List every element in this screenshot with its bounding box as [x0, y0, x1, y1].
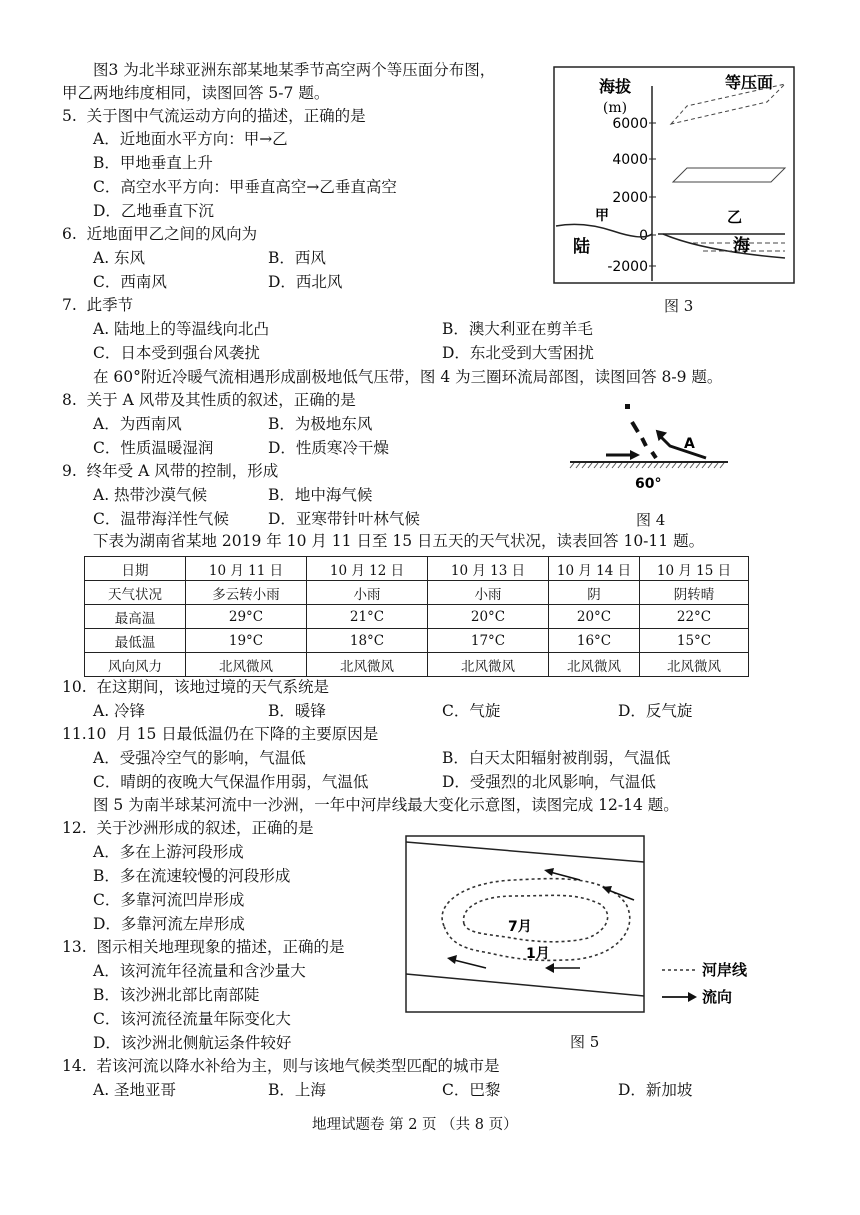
- q10-option-b[interactable]: B．暖锋: [268, 702, 326, 720]
- q10-option-a[interactable]: A. 冷锋: [93, 702, 146, 720]
- q11-option-c[interactable]: C．晴朗的夜晚大气保温作用弱，气温低: [93, 773, 369, 791]
- figure-3-caption: 图 3: [664, 297, 694, 315]
- q7-option-c[interactable]: C．日本受到强台风袭扰: [93, 344, 260, 362]
- q14-option-d[interactable]: D．新加坡: [618, 1081, 693, 1099]
- label-jia: 甲: [595, 208, 609, 224]
- q5-option-c[interactable]: C．高空水平方向：甲垂直高空→乙垂直高空: [93, 178, 397, 196]
- y-axis-title: 海拔: [598, 77, 632, 96]
- table-cell: 最高温: [85, 605, 186, 629]
- q11-option-a[interactable]: A．受强冷空气的影响，气温低: [93, 749, 306, 767]
- q13-option-a[interactable]: A．该河流年径流量和含沙量大: [93, 962, 306, 980]
- q12-option-a[interactable]: A．多在上游河段形成: [93, 843, 244, 861]
- q11-option-b[interactable]: B．白天太阳辐射被削弱，气温低: [442, 749, 671, 767]
- table-cell: 多云转小雨: [186, 581, 307, 605]
- q13-option-b[interactable]: B．该沙洲北部比南部陡: [93, 986, 260, 1004]
- table-row: [85, 581, 749, 605]
- label-60-degrees: 60°: [635, 476, 662, 492]
- intro-fig5: 图 5 为南半球某河流中一沙洲，一年中河岸线最大变化示意图，读图完成 12-14 题。: [93, 796, 679, 814]
- table-cell: 阴转晴: [640, 581, 749, 605]
- page-footer: 地理试题卷 第 2 页 （共 8 页）: [312, 1117, 518, 1133]
- q7-option-b[interactable]: B．澳大利亚在剪羊毛: [442, 320, 593, 338]
- tick-minus-2000: -2000: [607, 259, 648, 275]
- label-yi: 乙: [727, 208, 743, 226]
- table-row: [85, 605, 749, 629]
- table-cell: 15°C: [640, 629, 749, 653]
- q5-option-a[interactable]: A．近地面水平方向：甲→乙: [93, 130, 288, 148]
- table-cell: 10 月 11 日: [186, 557, 307, 581]
- table-cell: 22°C: [640, 605, 749, 629]
- figure-5-sandbar-diagram: [404, 834, 774, 1014]
- label-july: 7月: [508, 919, 532, 935]
- table-cell: 最低温: [85, 629, 186, 653]
- table-row: [85, 629, 749, 653]
- question-10-stem: 10. 在这期间，该地过境的天气系统是: [62, 678, 330, 696]
- table-cell: 北风微风: [307, 653, 428, 677]
- intro-fig3-line1: 图3 为北半球亚洲东部某地某季节高空两个等压面分布图，: [93, 61, 496, 79]
- table-cell: 10 月 15 日: [640, 557, 749, 581]
- table-cell: 20°C: [428, 605, 549, 629]
- q7-option-a[interactable]: A. 陆地上的等温线向北凸: [93, 320, 270, 338]
- label-sea: 海: [733, 236, 750, 256]
- table-cell: 风向风力: [85, 653, 186, 677]
- figure-3-isobaric-diagram: [553, 66, 795, 284]
- question-5-stem: 5. 关于图中气流运动方向的描述，正确的是: [62, 107, 366, 125]
- tick-0: 0: [639, 228, 648, 244]
- q13-option-d[interactable]: D．该沙洲北侧航运条件较好: [93, 1034, 292, 1052]
- table-cell: 19°C: [186, 629, 307, 653]
- q9-option-a[interactable]: A. 热带沙漠气候: [93, 486, 208, 504]
- q12-option-b[interactable]: B．多在流速较慢的河段形成: [93, 867, 291, 885]
- table-cell: 北风微风: [428, 653, 549, 677]
- table-cell: 10 月 13 日: [428, 557, 549, 581]
- q5-option-d[interactable]: D．乙地垂直下沉: [93, 202, 214, 220]
- table-cell: 10 月 14 日: [549, 557, 640, 581]
- table-row: [85, 653, 749, 677]
- figure-5-caption: 图 5: [570, 1033, 600, 1051]
- table-cell: 16°C: [549, 629, 640, 653]
- tick-4000: 4000: [612, 152, 648, 168]
- table-cell: 日期: [85, 557, 186, 581]
- table-cell: 29°C: [186, 605, 307, 629]
- legend-isobaric-surface: 等压面: [724, 73, 774, 92]
- table-cell: 阴: [549, 581, 640, 605]
- q9-option-d[interactable]: D．亚寒带针叶林气候: [268, 510, 420, 528]
- q6-option-b[interactable]: B．西风: [268, 249, 326, 267]
- q12-option-c[interactable]: C．多靠河流凹岸形成: [93, 891, 245, 909]
- question-7-stem: 7. 此季节: [62, 296, 134, 314]
- table-cell: 小雨: [307, 581, 428, 605]
- q7-option-d[interactable]: D．东北受到大雪困扰: [442, 344, 594, 362]
- question-14-stem: 14. 若该河流以降水补给为主，则与该地气候类型匹配的城市是: [62, 1057, 500, 1075]
- table-cell: 北风微风: [186, 653, 307, 677]
- tick-6000: 6000: [612, 116, 648, 132]
- q6-option-d[interactable]: D．西北风: [268, 273, 343, 291]
- label-a-wind-belt: A: [684, 436, 695, 452]
- q14-option-c[interactable]: C．巴黎: [442, 1081, 501, 1099]
- table-cell: 21°C: [307, 605, 428, 629]
- table-row: [85, 557, 749, 581]
- q10-option-d[interactable]: D．反气旋: [618, 702, 693, 720]
- question-8-stem: 8. 关于 A 风带及其性质的叙述，正确的是: [62, 391, 356, 409]
- q5-option-b[interactable]: B．甲地垂直上升: [93, 154, 213, 172]
- intro-fig4: 在 60°附近冷暖气流相遇形成副极地低气压带，图 4 为三圈环流局部图，读图回答 8-9 题。: [93, 368, 723, 386]
- weather-table: [84, 556, 749, 677]
- q8-option-c[interactable]: C．性质温暖湿润: [93, 439, 214, 457]
- question-6-stem: 6. 近地面甲乙之间的风向为: [62, 225, 258, 243]
- q11-option-d[interactable]: D．受强烈的北风影响，气温低: [442, 773, 656, 791]
- question-9-stem: 9. 终年受 A 风带的控制，形成: [62, 462, 279, 480]
- y-axis-unit: (m): [602, 100, 628, 116]
- table-cell: 北风微风: [640, 653, 749, 677]
- q14-option-b[interactable]: B．上海: [268, 1081, 326, 1099]
- table-cell: 天气状况: [85, 581, 186, 605]
- legend-flow-direction: 流向: [702, 988, 733, 1006]
- q9-option-b[interactable]: B．地中海气候: [268, 486, 373, 504]
- label-land: 陆: [573, 237, 590, 257]
- q8-option-d[interactable]: D．性质寒冷干燥: [268, 439, 389, 457]
- question-13-stem: 13. 图示相关地理现象的描述，正确的是: [62, 938, 345, 956]
- q9-option-c[interactable]: C．温带海洋性气候: [93, 510, 229, 528]
- q12-option-d[interactable]: D．多靠河流左岸形成: [93, 915, 245, 933]
- table-cell: 20°C: [549, 605, 640, 629]
- table-cell: 18°C: [307, 629, 428, 653]
- intro-fig3-line2: 甲乙两地纬度相同，读图回答 5-7 题。: [62, 84, 330, 102]
- table-cell: 10 月 12 日: [307, 557, 428, 581]
- question-11-stem: 11.10 月 15 日最低温仍在下降的主要原因是: [62, 725, 379, 743]
- q6-option-a[interactable]: A. 东风: [93, 249, 146, 267]
- tick-2000: 2000: [612, 190, 648, 206]
- table-cell: 小雨: [428, 581, 549, 605]
- q13-option-c[interactable]: C．该河流径流量年际变化大: [93, 1010, 291, 1028]
- table-cell: 北风微风: [549, 653, 640, 677]
- q6-option-c[interactable]: C．西南风: [93, 273, 167, 291]
- intro-table: 下表为湖南省某地 2019 年 10 月 11 日至 15 日五天的天气状况，读表回答 10-11 题。: [93, 532, 705, 550]
- q8-option-b[interactable]: B．为极地东风: [268, 415, 373, 433]
- q14-option-a[interactable]: A. 圣地亚哥: [93, 1081, 177, 1099]
- table-cell: 17°C: [428, 629, 549, 653]
- question-12-stem: 12. 关于沙洲形成的叙述，正确的是: [62, 819, 314, 837]
- figure-4-circulation-diagram: [568, 400, 738, 500]
- label-january: 1月: [526, 946, 550, 962]
- figure-4-caption: 图 4: [636, 511, 666, 529]
- q8-option-a[interactable]: A．为西南风: [93, 415, 182, 433]
- legend-bank-line: 河岸线: [702, 961, 748, 979]
- q10-option-c[interactable]: C．气旋: [442, 702, 501, 720]
